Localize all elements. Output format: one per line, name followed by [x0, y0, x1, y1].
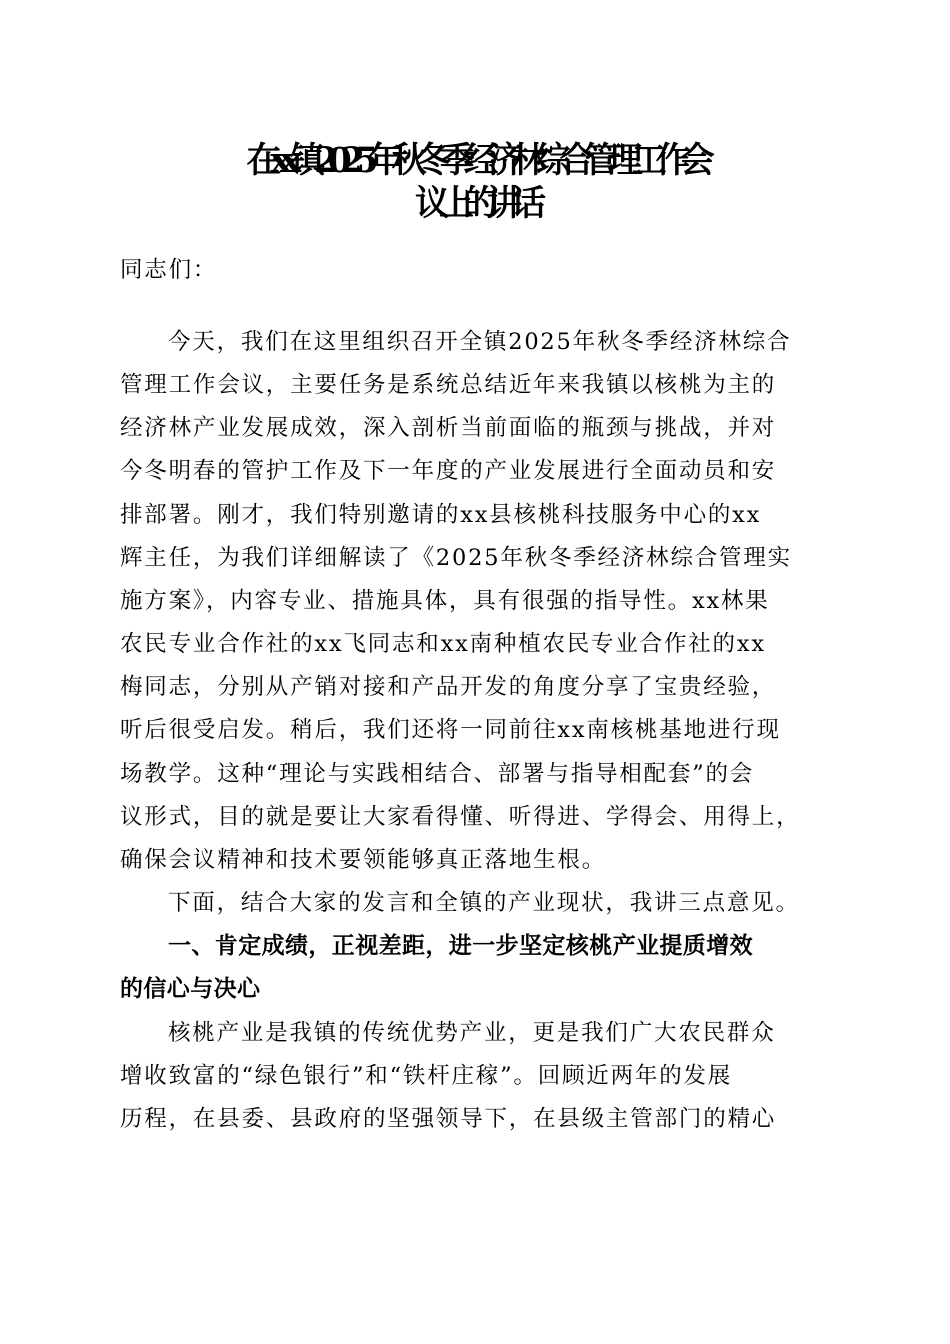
paragraph-1-line: 农民专业合作社的xx飞同志和xx南种植农民专业合作社的xx [120, 631, 766, 657]
paragraph-1-line: 排部署。刚才，我们特别邀请的xx县核桃科技服务中心的xx [120, 502, 762, 528]
paragraph-3-line: 历程，在县委、县政府的坚强领导下，在县级主管部门的精心 [120, 1106, 777, 1132]
paragraph-1-line: 经济林产业发展成效，深入剖析当前面临的瓶颈与挑战，并对 [120, 415, 777, 441]
paragraph-1-line: 梅同志，分别从产销对接和产品开发的角度分享了宝贵经验， [120, 674, 777, 700]
section-heading-1-line-1: 一、肯定成绩，正视差距，进一步坚定核桃产业提质增效 [168, 933, 753, 959]
paragraph-1-line: 管理工作会议，主要任务是系统总结近年来我镇以核桃为主的 [120, 372, 777, 398]
paragraph-2: 下面，结合大家的发言和全镇的产业现状，我讲三点意见。 [168, 890, 800, 916]
paragraph-1-line: 场教学。这种“理论与实践相结合、部署与指导相配套”的会 [120, 761, 755, 787]
paragraph-1-line: 辉主任，为我们详细解读了《2025年秋冬季经济林综合管理实 [120, 545, 792, 571]
paragraph-1-line: 听后很受启发。稍后，我们还将一同前往xx南核桃基地进行现 [120, 717, 781, 743]
paragraph-1-line: 今天，我们在这里组织召开全镇2025年秋冬季经济林综合 [168, 329, 792, 355]
document-title-line-1: 在xx镇2025年秋冬季经济林综合管理工作会 [246, 140, 704, 181]
paragraph-3-line: 增收致富的“绿色银行”和“铁杆庄稼”。回顾近两年的发展 [120, 1063, 733, 1089]
document-title-line-2: 议上的讲话 [414, 183, 535, 224]
paragraph-1-line: 确保会议精神和技术要领能够真正落地生根。 [120, 847, 607, 873]
paragraph-1-line: 施方案》，内容专业、措施具体，具有很强的指导性。xx林果 [120, 588, 770, 614]
paragraph-1-line: 今冬明春的管护工作及下一年度的产业发展进行全面动员和安 [120, 458, 777, 484]
salutation: 同志们： [120, 257, 218, 283]
section-heading-1-line-2: 的信心与决心 [120, 976, 261, 1002]
paragraph-1-line: 议形式，目的就是要让大家看得懂、听得进、学得会、用得上， [120, 804, 801, 830]
paragraph-3-line: 核桃产业是我镇的传统优势产业，更是我们广大农民群众 [168, 1020, 776, 1046]
